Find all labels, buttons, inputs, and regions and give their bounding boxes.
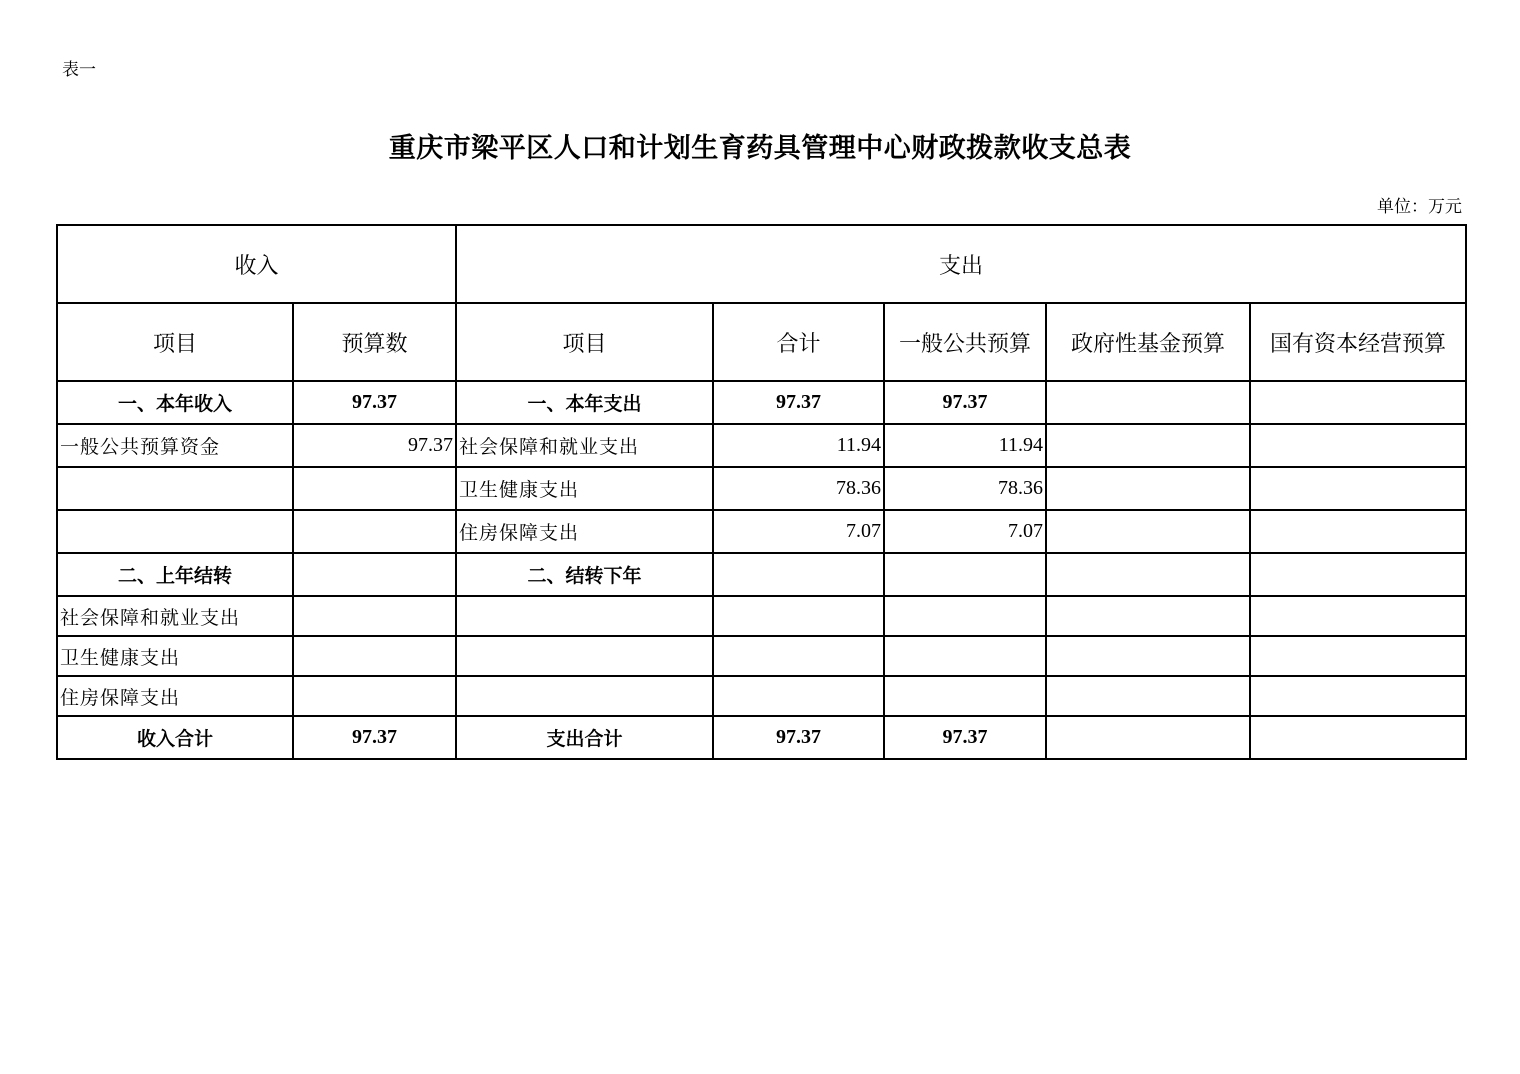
table-row (57, 381, 1466, 424)
general-budget-cell (884, 596, 1046, 636)
expense-group-header: 支出 (456, 225, 1466, 303)
expense-item-cell (456, 596, 713, 636)
expense-item-cell: 一、本年支出 (456, 381, 713, 424)
general-budget-cell (884, 676, 1046, 716)
general-budget-cell: 7.07 (884, 510, 1046, 553)
state-capital-cell (1250, 596, 1466, 636)
table-row (57, 467, 1466, 510)
expense-total-cell: 7.07 (713, 510, 884, 553)
state-capital-cell (1250, 553, 1466, 596)
income-budget-cell (293, 596, 456, 636)
expense-total-header: 合计 (713, 303, 884, 381)
expense-total-cell: 78.36 (713, 467, 884, 510)
expense-item-header: 项目 (456, 303, 713, 381)
column-header-row (57, 303, 1466, 381)
expense-item-cell: 支出合计 (456, 716, 713, 759)
income-item-cell: 收入合计 (57, 716, 293, 759)
income-item-cell: 一般公共预算资金 (57, 424, 293, 467)
expense-total-cell (713, 676, 884, 716)
gov-fund-cell (1046, 510, 1250, 553)
document-title: 重庆市梁平区人口和计划生育药具管理中心财政拨款收支总表 (388, 133, 1132, 164)
expense-item-cell: 住房保障支出 (456, 510, 713, 553)
unit-label: 单位：万元 (1377, 197, 1462, 217)
expense-total-cell: 97.37 (713, 381, 884, 424)
income-item-cell (57, 467, 293, 510)
expense-total-cell (713, 553, 884, 596)
income-item-cell: 住房保障支出 (57, 676, 293, 716)
gov-fund-cell (1046, 381, 1250, 424)
income-budget-cell (293, 636, 456, 676)
income-item-cell: 二、上年结转 (57, 553, 293, 596)
general-budget-cell (884, 636, 1046, 676)
gov-fund-budget-header: 政府性基金预算 (1046, 303, 1250, 381)
state-capital-cell (1250, 381, 1466, 424)
general-budget-header: 一般公共预算 (884, 303, 1046, 381)
table-row (57, 596, 1466, 636)
income-budget-header: 预算数 (293, 303, 456, 381)
table-row (57, 676, 1466, 716)
general-budget-cell: 97.37 (884, 716, 1046, 759)
gov-fund-cell (1046, 716, 1250, 759)
income-group-header: 收入 (57, 225, 456, 303)
gov-fund-cell (1046, 596, 1250, 636)
general-budget-cell: 11.94 (884, 424, 1046, 467)
income-budget-cell: 97.37 (293, 424, 456, 467)
expense-item-cell (456, 636, 713, 676)
general-budget-cell (884, 553, 1046, 596)
expense-item-cell: 卫生健康支出 (456, 467, 713, 510)
gov-fund-cell (1046, 424, 1250, 467)
expense-item-cell: 社会保障和就业支出 (456, 424, 713, 467)
income-budget-cell: 97.37 (293, 381, 456, 424)
expense-total-cell (713, 636, 884, 676)
gov-fund-cell (1046, 636, 1250, 676)
expense-total-cell: 11.94 (713, 424, 884, 467)
table-tag: 表一 (62, 60, 96, 80)
income-budget-cell (293, 510, 456, 553)
state-capital-cell (1250, 676, 1466, 716)
table-row (57, 424, 1466, 467)
gov-fund-cell (1046, 467, 1250, 510)
total-row (57, 716, 1466, 759)
group-header-row (57, 225, 1466, 303)
state-capital-cell (1250, 467, 1466, 510)
expense-item-cell (456, 676, 713, 716)
state-capital-cell (1250, 424, 1466, 467)
state-capital-cell (1250, 636, 1466, 676)
gov-fund-cell (1046, 676, 1250, 716)
state-capital-cell (1250, 510, 1466, 553)
income-item-cell: 一、本年收入 (57, 381, 293, 424)
expense-total-cell: 97.37 (713, 716, 884, 759)
expense-total-cell (713, 596, 884, 636)
income-item-cell: 社会保障和就业支出 (57, 596, 293, 636)
general-budget-cell: 78.36 (884, 467, 1046, 510)
state-capital-budget-header: 国有资本经营预算 (1250, 303, 1466, 381)
table-row (57, 553, 1466, 596)
income-item-cell (57, 510, 293, 553)
income-budget-cell (293, 553, 456, 596)
income-budget-cell (293, 467, 456, 510)
income-budget-cell (293, 676, 456, 716)
gov-fund-cell (1046, 553, 1250, 596)
income-budget-cell: 97.37 (293, 716, 456, 759)
income-item-header: 项目 (57, 303, 293, 381)
general-budget-cell: 97.37 (884, 381, 1046, 424)
budget-summary-table (56, 224, 1467, 760)
income-item-cell: 卫生健康支出 (57, 636, 293, 676)
state-capital-cell (1250, 716, 1466, 759)
table-row (57, 636, 1466, 676)
table-row (57, 510, 1466, 553)
expense-item-cell: 二、结转下年 (456, 553, 713, 596)
